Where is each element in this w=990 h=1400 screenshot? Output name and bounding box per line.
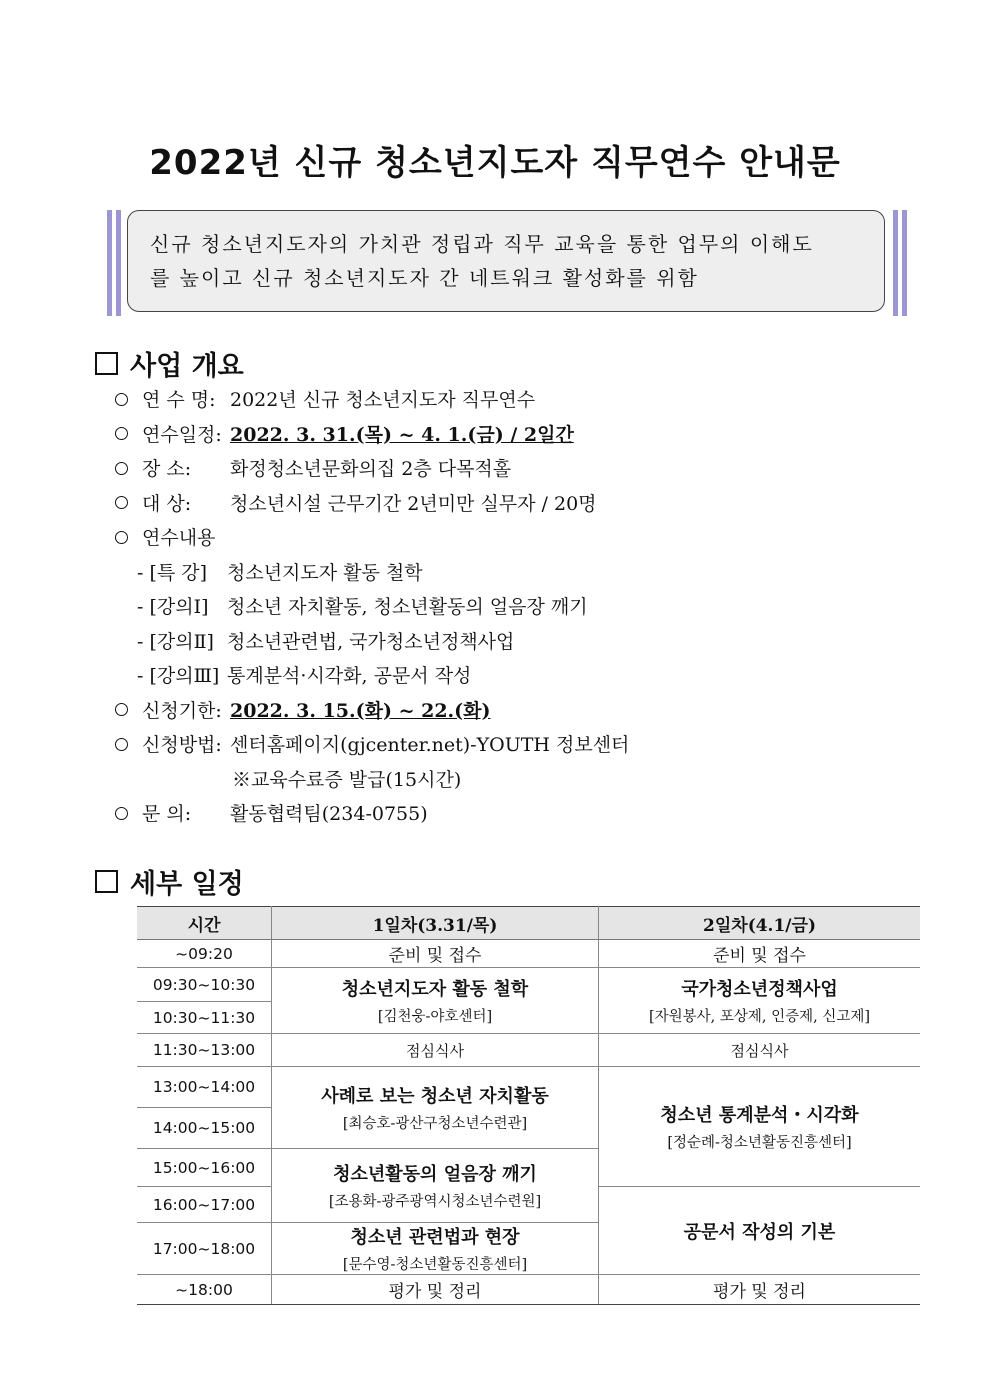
time-cell: 15:00~16:00	[137, 1149, 272, 1187]
schedule-table	[137, 906, 920, 1305]
session-title: 청소년 관련법과 현장	[350, 1227, 520, 1248]
item-label: 문 의:	[142, 803, 192, 825]
lecture-value: 청소년 자치활동, 청소년활동의 얼음장 깨기	[227, 596, 588, 618]
item-label: 연 수 명:	[142, 389, 216, 411]
item-value: 화정청소년문화의집 2층 다목적홀	[230, 458, 512, 480]
time-cell: 16:00~17:00	[137, 1187, 272, 1223]
overview-item-place	[115, 452, 915, 487]
overview-item-content	[115, 521, 915, 556]
item-value: 활동협력팀(234-0755)	[230, 803, 428, 825]
page-title: 2022년 신규 청소년지도자 직무연수 안내문	[149, 143, 841, 183]
section-heading-overview	[95, 344, 244, 383]
day2-session-cell	[599, 968, 921, 1034]
summary-line-1: 신규 청소년지도자의 가치관 정립과 직무 교육을 통한 업무의 이해도	[150, 232, 814, 256]
summary-line-2: 를 높이고 신규 청소년지도자 간 네트워크 활성화를 위함	[150, 266, 699, 290]
session-title: 사례로 보는 청소년 자치활동	[321, 1086, 549, 1107]
circle-bullet-icon	[115, 496, 128, 509]
day2-cell: 평가 및 정리	[599, 1275, 921, 1305]
item-label: 대 상:	[142, 492, 192, 515]
item-value: 2022. 3. 31.(목) ~ 4. 1.(금) / 2일간	[230, 423, 574, 446]
item-note: ※교육수료증 발급(15시간)	[232, 768, 462, 791]
day2-session-cell	[599, 1187, 921, 1275]
time-cell: 09:30~10:30	[137, 968, 272, 1002]
time-cell: ~09:20	[137, 940, 272, 968]
header-day1: 1일차(3.31/목)	[272, 907, 599, 940]
checkbox-icon	[95, 352, 118, 375]
overview-item-period	[115, 418, 915, 453]
lecture-value: 통계분석·시각화, 공문서 작성	[227, 665, 472, 687]
time-cell: 10:30~11:30	[137, 1002, 272, 1034]
circle-bullet-icon	[115, 738, 128, 751]
item-label: 장 소:	[142, 458, 192, 480]
session-title: 국가청소년정책사업	[681, 979, 838, 1000]
item-value: 2022. 3. 15.(화) ~ 22.(화)	[230, 699, 491, 722]
table-row	[137, 1067, 920, 1108]
section-title: 사업 개요	[130, 351, 244, 382]
overview-item-target	[115, 487, 915, 522]
day1-cell: 점심식사	[272, 1034, 599, 1067]
section-heading-schedule	[95, 862, 244, 901]
day2-session-cell	[599, 1067, 921, 1187]
overview-item-method	[115, 728, 915, 763]
item-value: 2022년 신규 청소년지도자 직무연수	[230, 389, 536, 411]
lecture-label: - [강의Ⅱ]	[137, 630, 214, 653]
table-row	[137, 940, 920, 968]
day1-session-cell	[272, 1067, 599, 1149]
day2-cell: 준비 및 접수	[599, 940, 921, 968]
overview-list	[115, 383, 915, 832]
session-title: 청소년지도자 활동 철학	[341, 979, 529, 1000]
lecture-item	[115, 659, 915, 694]
lecture-label: - [특 강]	[137, 561, 208, 584]
item-value: 청소년시설 근무기간 2년미만 실무자 / 20명	[230, 492, 597, 515]
session-speaker: [최승호-광산구청소년수련관]	[342, 1116, 528, 1132]
lecture-label: - [강의Ⅰ]	[137, 596, 209, 618]
summary-panel	[107, 210, 907, 316]
session-speaker: [조용화-광주광역시청소년수련원]	[328, 1194, 542, 1210]
lecture-label: - [강의Ⅲ]	[137, 665, 220, 687]
session-title: 청소년 통계분석・시각화	[660, 1105, 859, 1126]
day1-session-cell	[272, 1149, 599, 1223]
circle-bullet-icon	[115, 531, 128, 544]
day1-cell: 평가 및 정리	[272, 1275, 599, 1305]
lecture-item	[115, 556, 915, 591]
item-label: 신청기한:	[142, 699, 222, 722]
table-row	[137, 1034, 920, 1067]
overview-item-contact	[115, 797, 915, 832]
table-row	[137, 1275, 920, 1305]
time-cell: ~18:00	[137, 1275, 272, 1305]
session-speaker: [김천웅-야호센터]	[377, 1009, 493, 1025]
session-speaker: [문수영-청소년활동진흥센터]	[342, 1257, 528, 1273]
decorative-bar	[116, 210, 121, 316]
session-speaker: [자원봉사, 포상제, 인증제, 신고제]	[648, 1009, 871, 1025]
decorative-bar	[902, 210, 907, 316]
table-header-row	[137, 907, 920, 940]
overview-item-name	[115, 383, 915, 418]
decorative-bar	[893, 210, 898, 316]
session-title: 공문서 작성의 기본	[683, 1221, 836, 1243]
session-title: 청소년활동의 얼음장 깨기	[333, 1164, 537, 1185]
circle-bullet-icon	[115, 462, 128, 475]
checkbox-icon	[95, 870, 118, 893]
item-label: 연수일정:	[142, 423, 222, 446]
time-cell: 11:30~13:00	[137, 1034, 272, 1067]
item-value: 센터홈페이지(gjcenter.net)-YOUTH 정보센터	[230, 734, 630, 756]
day1-session-cell	[272, 1223, 599, 1275]
day1-session-cell	[272, 968, 599, 1034]
item-label: 연수내용	[142, 527, 216, 549]
circle-bullet-icon	[115, 427, 128, 440]
section-title: 세부 일정	[130, 869, 244, 900]
day1-cell: 준비 및 접수	[272, 940, 599, 968]
circle-bullet-icon	[115, 703, 128, 716]
session-speaker: [정순례-청소년활동진흥센터]	[667, 1135, 852, 1151]
header-day2: 2일차(4.1/금)	[599, 907, 921, 940]
summary-box	[127, 210, 885, 312]
circle-bullet-icon	[115, 807, 128, 820]
day2-cell: 점심식사	[599, 1034, 921, 1067]
lecture-item	[115, 590, 915, 625]
lecture-value: 청소년관련법, 국가청소년정책사업	[227, 630, 515, 653]
time-cell: 14:00~15:00	[137, 1108, 272, 1149]
time-cell: 13:00~14:00	[137, 1067, 272, 1108]
decorative-bar	[107, 210, 112, 316]
overview-item-method-note	[115, 763, 915, 798]
table-row	[137, 968, 920, 1002]
lecture-item	[115, 625, 915, 660]
time-cell: 17:00~18:00	[137, 1223, 272, 1275]
header-time: 시간	[137, 907, 272, 940]
item-label: 신청방법:	[142, 734, 222, 756]
lecture-value: 청소년지도자 활동 철학	[227, 561, 423, 584]
circle-bullet-icon	[115, 393, 128, 406]
overview-item-deadline	[115, 694, 915, 729]
